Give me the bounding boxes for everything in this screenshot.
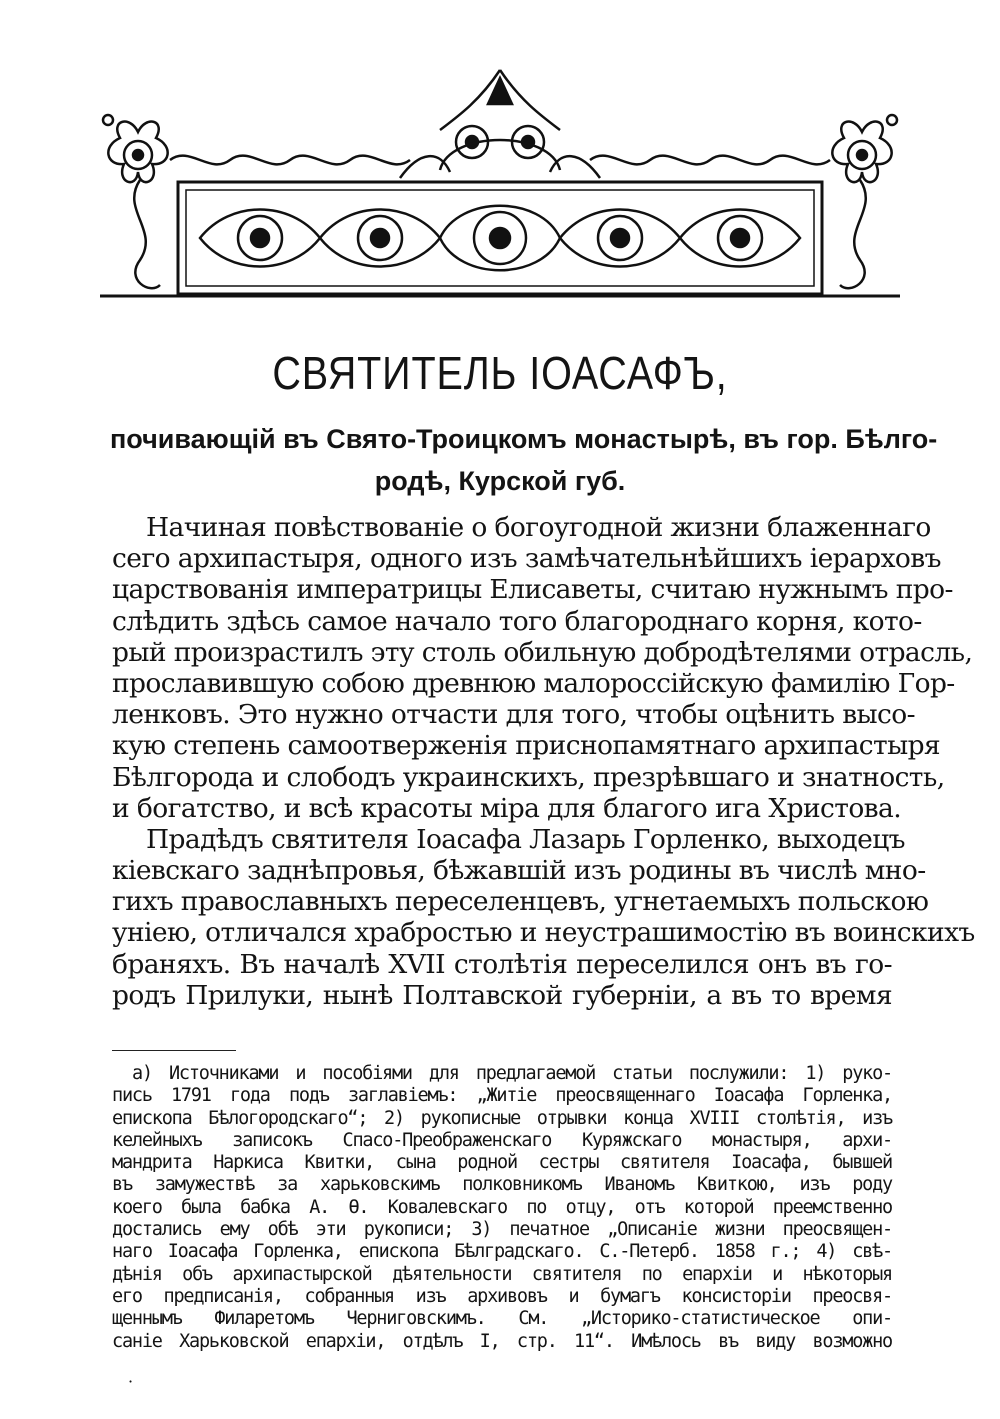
subtitle-line-1: почивающій въ Свято-Троицкомъ монастырѣ, въ гор. Бѣлго- bbox=[110, 424, 938, 454]
ornamental-headpiece bbox=[100, 60, 900, 300]
footnotes bbox=[112, 1063, 892, 1353]
body-line: царствованія императрицы Елисаветы, считаю нужнымъ про- bbox=[112, 574, 953, 606]
body-line: Бѣлгорода и слободъ украинскихъ, презрѣвшаго и знатность, bbox=[112, 761, 945, 793]
footnote-line: саніе Харьковской епархіи, отдѣлъ I, стр. 11“. Имѣлось въ виду возможно bbox=[112, 1330, 892, 1352]
footnote-line: пись 1791 года подъ заглавіемъ: „Житіе преосвященнаго Іоасафа Горленка, bbox=[112, 1085, 892, 1107]
footnote-line: его предписанія, собранныя изъ архивовъ и бумагъ консисторіи преосвя- bbox=[112, 1285, 892, 1307]
body-line: рый произрастилъ эту столь обильную добродѣтелями отрасль, bbox=[112, 636, 973, 668]
body-line: гихъ православныхъ переселенцевъ, угнетаемыхъ польскою bbox=[112, 886, 929, 918]
footnote-line: достались ему обѣ эти рукописи; 3) печатное „Описаніе жизни преосвящен- bbox=[112, 1219, 892, 1241]
footnote-line: епископа Бѣлогородскаго“; 2) рукописные отрывки конца XVIII столѣтія, изъ bbox=[112, 1107, 892, 1129]
footnote-divider bbox=[112, 1050, 236, 1051]
body-line: прославившую собою древнюю малороссійскую фамилію Гор- bbox=[112, 667, 955, 699]
body-line: сего архипастыря, одного изъ замѣчательнѣйшихъ іерарховъ bbox=[112, 543, 941, 575]
body-line: браняхъ. Въ началѣ XVII столѣтія переселился онъ въ го- bbox=[112, 948, 892, 980]
body-line: кую степень самоотверженія приснопамятнаго архипастыря bbox=[112, 730, 941, 762]
body-line: Начиная повѣствованіе о богоугодной жизни блаженнаго bbox=[146, 512, 931, 543]
body-line: слѣдить здѣсь самое начало того благороднаго корня, кото- bbox=[112, 605, 922, 637]
footnote-line: дѣнія объ архипастырской дѣятельности святителя по епархіи и нѣкоторыя bbox=[112, 1263, 892, 1285]
page-title: СВЯТИТЕЛЬ ІОАСАФЪ, bbox=[272, 347, 728, 399]
ink-speck: · bbox=[128, 1372, 134, 1391]
subtitle-line-2: родѣ, Курской губ. bbox=[374, 466, 626, 496]
body-line: и богатство, и всѣ красоты міра для благого ига Христова. bbox=[112, 792, 902, 824]
page-subtitle bbox=[110, 418, 938, 502]
body-line: Прадѣдъ святителя Іоасафа Лазарь Горленко, выходецъ bbox=[146, 823, 905, 855]
footnote-line: наго Іоасафа Горленка, епископа Бѣлградскаго. С.-Петерб. 1858 г.; 4) свѣ- bbox=[112, 1241, 892, 1263]
footnote-line: келейныхъ записокъ Спасо-Преображенскаго Куряжскаго монастыря, архи- bbox=[112, 1129, 892, 1151]
body-text bbox=[112, 512, 975, 1011]
body-line: ленковъ. Это нужно отчасти для того, чтобы оцѣнить высо- bbox=[112, 699, 916, 731]
footnote-line: мандрита Наркиса Квитки, сына родной сестры святителя Іоасафа, бывшей bbox=[112, 1152, 892, 1174]
body-line: родъ Прилуки, нынѣ Полтавской губерніи, а въ то время bbox=[112, 979, 892, 1011]
footnote-line: коего была бабка А. Ѳ. Ковалевскаго по отцу, отъ которой преемственно bbox=[112, 1196, 892, 1218]
body-line: кіевскаго заднѣпровья, бѣжавшій изъ родины въ числѣ мно- bbox=[112, 855, 926, 887]
body-line: уніею, отличался храбростью и неустрашимостію въ воинскихъ bbox=[112, 917, 975, 949]
footnote-line: въ замужествѣ за харьковскимъ полковникомъ Иваномъ Квиткою, изъ роду bbox=[112, 1174, 892, 1196]
footnote-line: щеннымъ Филаретомъ Черниговскимъ. См. „Историко-статистическое опи- bbox=[112, 1308, 892, 1330]
footnote-line: а) Источниками и пособіями для предлагаемой статьи послужили: 1) руко- bbox=[132, 1063, 892, 1084]
